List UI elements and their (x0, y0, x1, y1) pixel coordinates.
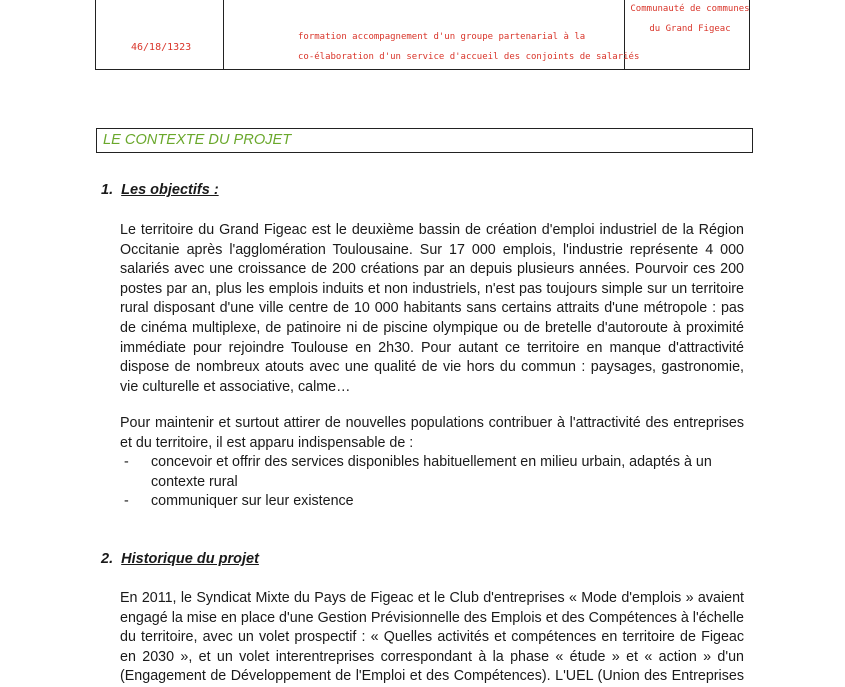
heading-historique (101, 551, 259, 567)
header-org-line: Communauté de communes (630, 4, 750, 14)
section-title-box (96, 128, 753, 153)
text-line: de cinéma multiplexe, de patinoire ni de piscine olympique ou de bretelle d'autoroute à proximité (120, 319, 744, 336)
bullet-text (151, 453, 731, 492)
text-line: Pour maintenir et surtout attirer de nouvelles populations contribuer à l'attractivité des entreprises (120, 415, 744, 431)
header-divider (223, 0, 224, 69)
paragraph-historique-1 (120, 589, 744, 687)
heading-number: 2. (101, 551, 114, 567)
header-date: 46/18/1323 (131, 42, 192, 53)
bullet-dash: - (124, 454, 129, 470)
text-line: contexte rural (151, 473, 238, 490)
text-line: Le territoire du Grand Figeac est le deuxième bassin de création d'emploi industriel de la Région (120, 222, 744, 238)
text-line: rural disposant d'une ville centre de 10 000 habitants sans certains attraits d'une métropole : pas (120, 300, 744, 317)
header-description-line: formation accompagnement d'un groupe partenarial à la (298, 32, 586, 42)
text-line: Occitanie après l'agglomération Toulousaine. Sur 17 000 emplois, l'industrie représente 4 000 (120, 241, 744, 258)
text-line: En 2011, le Syndicat Mixte du Pays de Figeac et le Club d'entreprises « Mode d'emplois » avaient (120, 590, 744, 606)
text-line: en 2030 », et un volet interentreprises correspondant à la phase « étude » et « action » d'un (120, 648, 744, 665)
heading-label: Historique du projet (121, 551, 259, 567)
heading-label: Les objectifs : (121, 182, 219, 198)
text-line: engagé la mise en place d'une Gestion Prévisionnelle des Emplois et des Compétences à l'échelle (120, 609, 744, 626)
text-line: immédiate pour rejoindre Toulouse en 2h30. Pour autant ce territoire en manque d'attractivité (120, 339, 744, 356)
text-line: concevoir et offrir des services disponibles habituellement en milieu urbain, adaptés à un (151, 454, 712, 470)
header-description (298, 27, 640, 67)
text-line: communiquer sur leur existence (151, 493, 354, 509)
heading-objectifs (101, 182, 219, 198)
text-line: dispose de nombreux atouts avec une qualité de vie hors du commun : paysages, gastronomie, (120, 359, 744, 376)
text-line: (Engagement de Développement de l'Emploi et des Compétences). L'UEL (Union des Entreprises (120, 668, 744, 685)
text-line: et du territoire, il est apparu indispensable de : (120, 434, 414, 451)
text-line: postes par an, plus les emplois induits et non industriels, n'est pas toujours simple sur un territoire (120, 280, 744, 297)
paragraph-objectifs-2 (120, 414, 744, 453)
header-description-line: co-élaboration d'un service d'accueil des conjoints de salariés (298, 52, 640, 62)
text-line: vie culturelle et associative, calme… (120, 378, 351, 395)
header-org-line: du Grand Figeac (649, 24, 731, 34)
header-organization (630, 0, 750, 39)
bullet-text (151, 492, 731, 512)
text-line: salariés avec une croissance de 200 créations par an depuis plusieurs années. Pourvoir ces 200 (120, 261, 744, 278)
bullet-dash: - (124, 493, 129, 509)
text-line: du territoire, avec un volet prospectif : « Quelles activités et compétences en territoire de Figeac (120, 629, 744, 646)
section-title: LE CONTEXTE DU PROJET (103, 132, 292, 148)
paragraph-objectifs-1 (120, 221, 744, 397)
heading-number: 1. (101, 182, 114, 198)
